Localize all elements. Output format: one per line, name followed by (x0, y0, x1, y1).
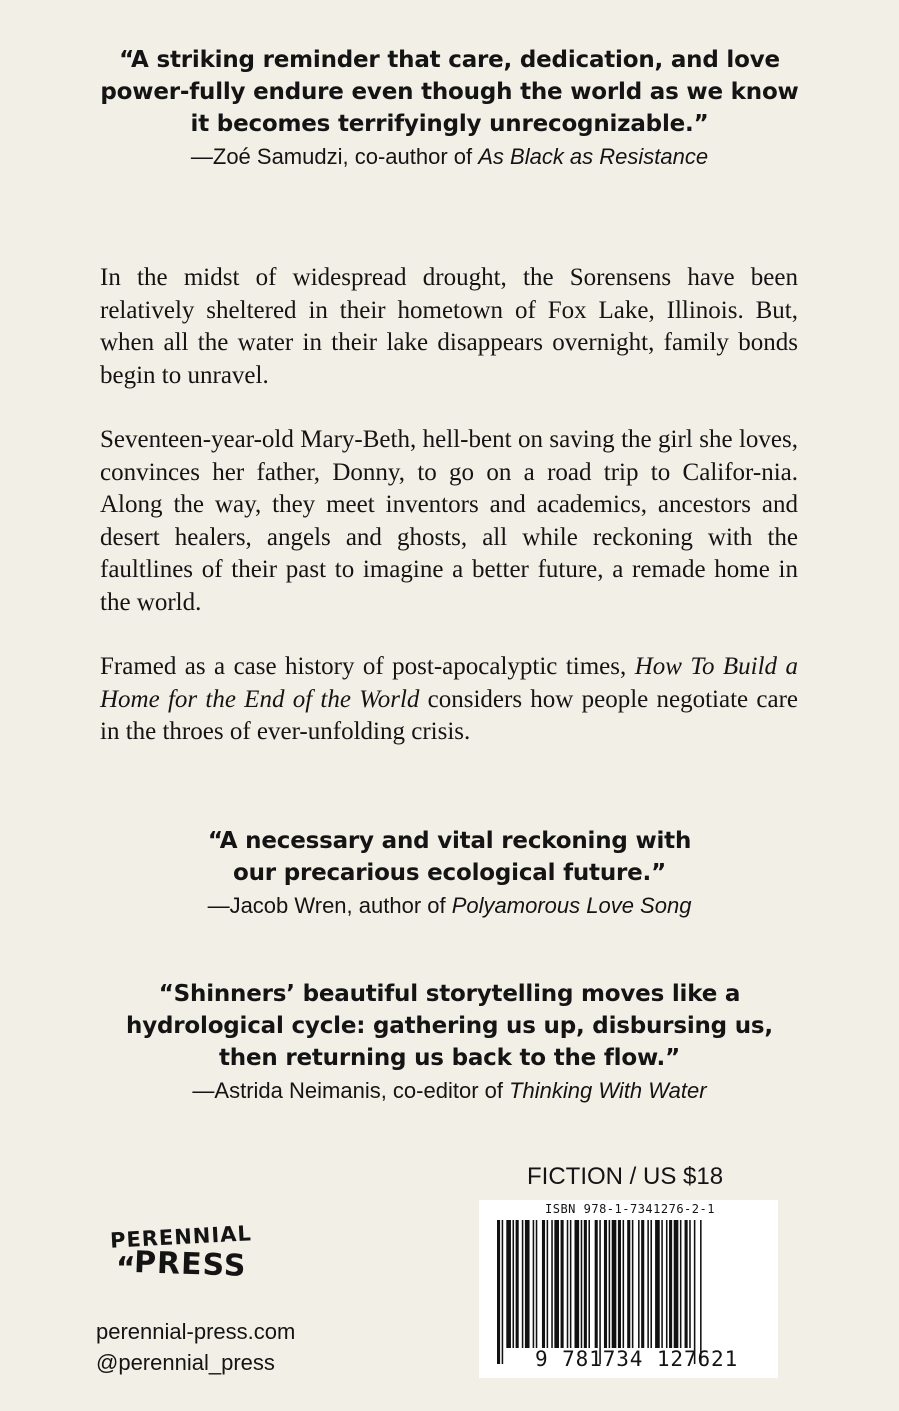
blurb-attribution: —Jacob Wren, author of Polyamorous Love Song (207, 893, 692, 918)
barcode-bar (595, 1220, 598, 1348)
blurb-quote: “A necessary and vital reckoning with our precarious ecological future.” (207, 828, 692, 886)
blurb-attribution: —Zoé Samudzi, co-author of As Black as Resistance (190, 144, 709, 169)
barcode-bar (641, 1220, 644, 1348)
barcode-bar (689, 1220, 691, 1348)
barcode-bar (669, 1220, 672, 1348)
book-title: Thinking With Water (509, 1078, 707, 1103)
logo-line2: PRESS (133, 1245, 248, 1284)
barcode-bar (604, 1220, 607, 1348)
barcode-bar (525, 1220, 530, 1348)
barcode-bar (516, 1220, 519, 1348)
barcode-bar (575, 1220, 580, 1348)
barcode-bar (551, 1220, 553, 1348)
blurb-quote: “Shinners’ beautiful storytelling moves like a hydrological cycle: gathering us up, disbursing us, then returning us back to the flow.” (126, 981, 773, 1071)
publisher-social-handle[interactable]: @perennial_press (96, 1350, 275, 1375)
barcode-bar (680, 1220, 682, 1348)
barcode-bar (536, 1220, 538, 1348)
publisher-contact (96, 1316, 295, 1378)
barcode-bar (547, 1220, 549, 1348)
book-description (100, 262, 798, 781)
logo-line1: PERENNIAL (109, 1221, 253, 1253)
barcode-bar (627, 1220, 630, 1348)
description-paragraph: Seventeen-year-old Mary-Beth, hell-bent on saving the girl she loves, convinces her father, Donny, to go on a road trip to Califor-nia. Along the way, they meet inventors and academics, ancestors and desert healers, angels and ghosts, all while reckoning with the faultlines of their past to imagine a better future, a remade home in the world. (100, 426, 798, 616)
barcode-bar (570, 1220, 572, 1348)
barcode-bar (567, 1220, 569, 1348)
book-title: Polyamorous Love Song (451, 893, 692, 918)
barcode-bar (497, 1220, 500, 1364)
barcode-bar (561, 1220, 564, 1348)
barcode-bar (650, 1220, 652, 1348)
barcode-bar (609, 1220, 611, 1348)
barcode-bar (638, 1220, 640, 1348)
book-title: As Black as Resistance (478, 144, 709, 169)
price-label: FICTION / US $18 (527, 1163, 724, 1190)
barcode-bar (502, 1220, 504, 1364)
barcode-bar (700, 1220, 702, 1364)
isbn-barcode (479, 1200, 778, 1378)
blurb-wren (60, 825, 839, 921)
description-paragraph: In the midst of widespread drought, the Sorensens have been relatively sheltered in their hometown of Fox Lake, Illinois. But, when all the water in their lake disappears overnight, family bonds begin to unravel. (100, 264, 798, 389)
barcode-bar (694, 1220, 696, 1364)
book-title: How To Build a Home for the End of the World (100, 653, 798, 713)
barcode-bar (506, 1220, 511, 1348)
barcode-bar (623, 1220, 625, 1348)
barcode-bar (513, 1220, 515, 1348)
barcode-bar (554, 1220, 559, 1348)
blurb-neimanis (60, 978, 839, 1106)
blurb-samudzi (60, 44, 839, 172)
barcode-bar (685, 1220, 688, 1348)
blurb-quote: “A striking reminder that care, dedication, and love power-fully endure even though the world as we know it becomes terrifyingly unrecognizable.” (100, 47, 799, 137)
barcode-bar (584, 1220, 587, 1348)
barcode-bar (647, 1220, 649, 1348)
barcode-bar (612, 1220, 617, 1348)
barcode-bar (632, 1220, 634, 1348)
barcode-bar (666, 1220, 668, 1348)
barcode-bar (522, 1220, 524, 1348)
barcode-digits: 9 781734 127621 (535, 1347, 739, 1371)
barcode-bar (542, 1220, 545, 1348)
publisher-website[interactable]: perennial-press.com (96, 1319, 296, 1344)
barcode-bar (655, 1220, 660, 1348)
barcode-bar (588, 1220, 590, 1348)
barcode-bar (581, 1220, 583, 1348)
isbn-label: ISBN 978-1-7341276-2-1 (545, 1202, 715, 1216)
barcode-bar (599, 1220, 601, 1364)
publisher-logo (109, 1221, 270, 1295)
barcode-bar (533, 1220, 535, 1348)
blurb-attribution: —Astrida Neimanis, co-editor of Thinking With Water (192, 1078, 707, 1103)
logo-quote-mark: “ (116, 1251, 136, 1286)
barcode-bar (661, 1220, 663, 1348)
barcode-bar (618, 1220, 621, 1348)
barcode-bar (674, 1220, 679, 1348)
description-paragraph: Framed as a case history of post-apocalyptic times, How To Build a Home for the End of the World considers how people negotiate care in the throes of ever-unfolding crisis. (100, 653, 798, 745)
